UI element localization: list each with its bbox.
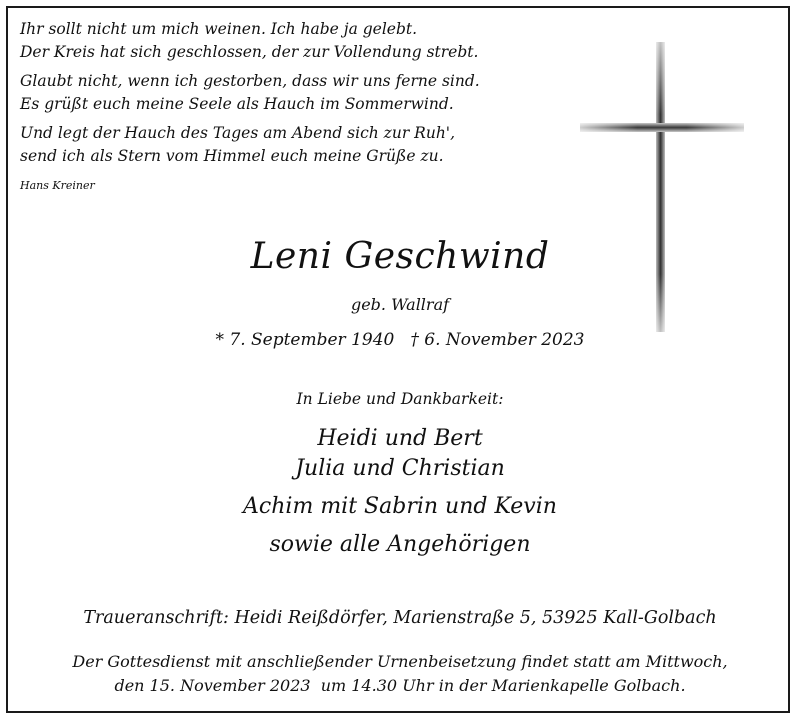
poem-stanza bbox=[20, 18, 480, 64]
poem-line: Und legt der Hauch des Tages am Abend sich zur Ruh', bbox=[20, 124, 455, 142]
life-dates bbox=[0, 330, 800, 350]
mourning-address: Traueranschrift: Heidi Reißdörfer, Marienstraße 5, 53925 Kall-Golbach bbox=[83, 608, 717, 628]
poem-stanza bbox=[20, 122, 480, 168]
mourner-entry: Achim mit Sabrin und Kevin bbox=[243, 494, 557, 519]
maiden-name: geb. Wallraf bbox=[350, 295, 450, 314]
poem-line: Der Kreis hat sich geschlossen, der zur Vollendung strebt. bbox=[20, 43, 479, 61]
birth-date: * 7. September 1940 bbox=[215, 330, 395, 350]
death-date: † 6. November 2023 bbox=[410, 330, 585, 350]
poem bbox=[20, 18, 480, 197]
poem-line: Es grüßt euch meine Seele als Hauch im Sommerwind. bbox=[20, 95, 454, 113]
poem-line: send ich als Stern vom Himmel euch meine Grüße zu. bbox=[20, 147, 444, 165]
poem-author: Hans Kreiner bbox=[20, 179, 95, 192]
mourner-entry: Heidi und Bert bbox=[317, 426, 483, 451]
service-line: Der Gottesdienst mit anschließender Urnenbeisetzung findet statt am Mittwoch, bbox=[72, 652, 728, 671]
deceased-name: Leni Geschwind bbox=[250, 236, 550, 277]
poem-line: Ihr sollt nicht um mich weinen. Ich habe ja gelebt. bbox=[20, 20, 418, 38]
poem-stanza bbox=[20, 70, 480, 116]
poem-line: Glaubt nicht, wenn ich gestorben, dass wir uns ferne sind. bbox=[20, 72, 480, 90]
mourner-entry: Julia und Christian bbox=[295, 456, 505, 481]
mourner-entry: sowie alle Angehörigen bbox=[269, 532, 531, 557]
mourners-list bbox=[0, 424, 800, 560]
service-info bbox=[0, 650, 800, 698]
service-line: den 15. November 2023 um 14.30 Uhr in der Marienkapelle Golbach. bbox=[114, 676, 686, 695]
thanks-heading: In Liebe und Dankbarkeit: bbox=[296, 390, 504, 408]
